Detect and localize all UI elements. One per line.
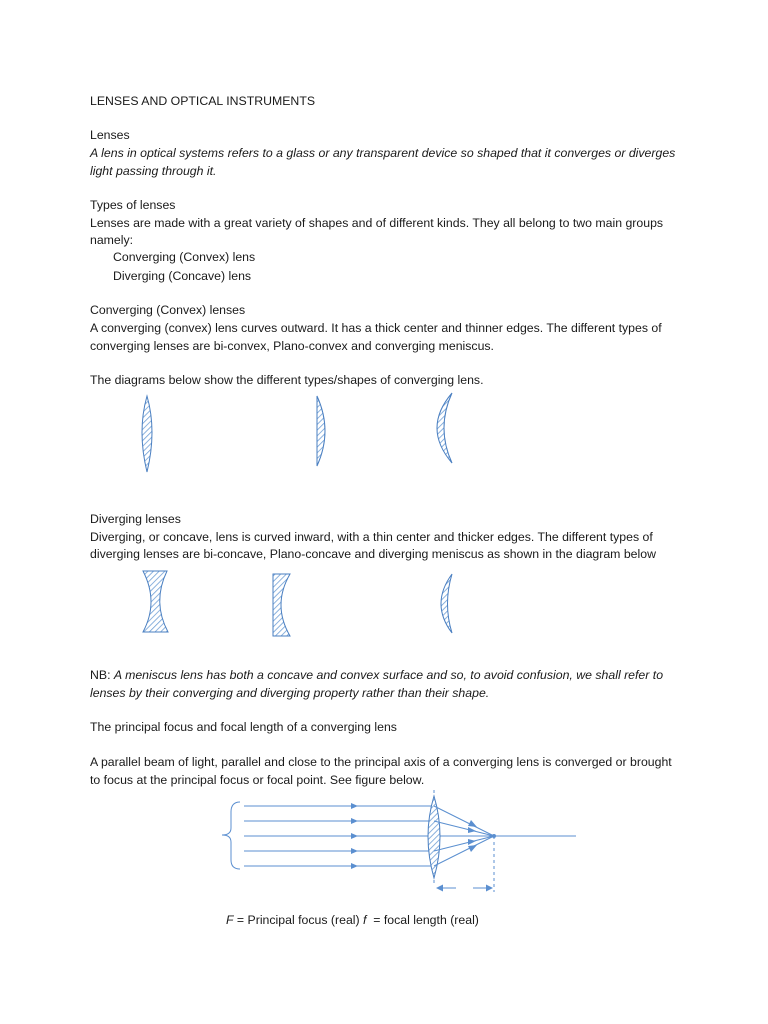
converging-diagram-intro: The diagrams below show the different types/shapes of converging lens.	[90, 373, 484, 387]
principal-focus-heading: The principal focus and focal length of a converging lens	[90, 720, 397, 734]
diverging-text-line1: Diverging, or concave, lens is curved inward, with a thin center and thicker edges. The different types of	[90, 530, 653, 544]
focus-diagram	[222, 790, 576, 892]
caption-part2: = focal length (real)	[366, 913, 479, 927]
principal-focus-point	[492, 834, 496, 838]
beam-brace	[222, 802, 240, 869]
diverging-heading: Diverging lenses	[90, 512, 181, 526]
lens-definition-line2: light passing through it.	[90, 164, 217, 178]
types-text-line2: namely:	[90, 233, 134, 247]
types-heading: Types of lenses	[90, 198, 176, 212]
bi-concave-lens-shape	[143, 571, 168, 632]
page-title: LENSES AND OPTICAL INSTRUMENTS	[90, 94, 316, 108]
ray-arrowhead	[468, 820, 477, 827]
types-text-line1: Lenses are made with a great variety of shapes and of different kinds. They all belong to two main groups	[90, 216, 664, 230]
converging-text-line2: converging lenses are bi-convex, Plano-convex and converging meniscus.	[90, 339, 494, 353]
note-text-1: A meniscus lens has both a concave and convex surface and so, to avoid confusion, we shall refer to	[113, 668, 664, 682]
converging-text-line1: A converging (convex) lens curves outward. It has a thick center and thinner edges. The different types of	[90, 321, 662, 335]
note-prefix: NB:	[90, 668, 114, 682]
bi-convex-lens-shape	[142, 396, 152, 472]
caption-symbol-F: F	[226, 913, 234, 927]
group-diverging: Diverging (Concave) lens	[113, 269, 252, 283]
ray-arrowhead	[468, 839, 476, 845]
ray-arrowhead	[351, 848, 358, 854]
refracted-ray	[434, 806, 494, 836]
converging-heading: Converging (Convex) lenses	[90, 303, 246, 317]
lenses-heading: Lenses	[90, 128, 130, 142]
ray-arrowhead	[351, 818, 358, 824]
refracted-ray	[434, 821, 494, 836]
ray-arrowhead	[351, 863, 358, 869]
group-converging: Converging (Convex) lens	[113, 250, 256, 264]
converging-meniscus-lens-shape	[437, 393, 452, 463]
refracted-ray	[434, 836, 494, 851]
figure-caption	[226, 912, 479, 929]
refracted-ray	[434, 836, 494, 866]
principal-focus-text-line2: to focus at the principal focus or focal point. See figure below.	[90, 773, 425, 787]
ray-arrowhead	[468, 845, 477, 852]
caption-symbol-f: f	[363, 913, 367, 927]
diverging-meniscus-lens-shape	[441, 574, 452, 633]
ray-arrowhead	[351, 833, 358, 839]
plano-convex-lens-shape	[317, 396, 325, 466]
note-line2: lenses by their converging and diverging property rather than their shape.	[90, 686, 490, 700]
ray-arrowhead	[468, 827, 476, 833]
ray-arrowhead	[351, 803, 358, 809]
lens-definition-line1: A lens in optical systems refers to a glass or any transparent device so shaped that it converges or diverges	[90, 146, 676, 160]
plano-concave-lens-shape	[273, 574, 290, 636]
caption-part1: = Principal focus (real)	[233, 913, 364, 927]
principal-focus-text-line1: A parallel beam of light, parallel and close to the principal axis of a converging lens is converged or brought	[90, 755, 672, 769]
diverging-text-line2: diverging lenses are bi-concave, Plano-concave and diverging meniscus as shown in the diagram below	[90, 547, 656, 561]
